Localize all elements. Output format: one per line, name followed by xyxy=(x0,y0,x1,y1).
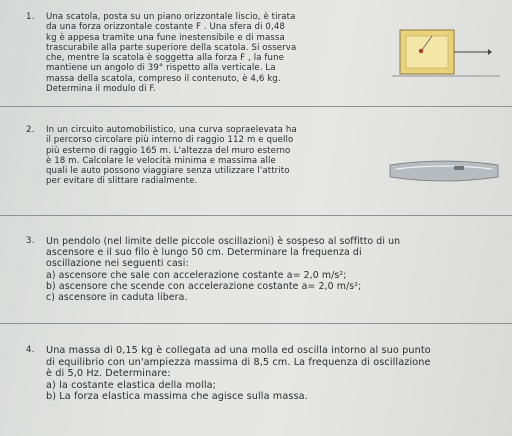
problem-text-line: più esterno di raggio 165 m. L'altezza del muro esterno xyxy=(46,145,291,156)
problem-3 xyxy=(26,236,401,304)
problem-text-line: kg è appesa tramite una fune inestensibile e di massa xyxy=(46,32,285,43)
problem-4 xyxy=(26,345,431,403)
divider xyxy=(0,215,512,216)
problem-text-line: In un circuito automobilistico, una curva sopraelevata ha xyxy=(46,125,297,135)
box-pendulum-figure xyxy=(392,24,500,84)
problem-text-line: b) ascensore che scende con accelerazione costante a= 2,0 m/s²; xyxy=(46,280,362,292)
problem-text-line: Una scatola, posta su un piano orizzontale liscio, è tirata xyxy=(46,12,296,22)
problem-text-line: è di 5,0 Hz. Determinare: xyxy=(46,368,171,380)
problem-text-line: è 18 m. Calcolare le velocità minima e massima alle xyxy=(46,155,276,166)
problem-text-line: massa della scatola, compreso il contenuto, è 4,6 kg. xyxy=(46,73,281,84)
problem-text-line: b) La forza elastica massima che agisce sulla massa. xyxy=(46,391,308,403)
problem-text-line: per evitare di slittare radialmente. xyxy=(46,176,198,187)
problem-text-line: ascensore e il suo filo è lungo 50 cm. Determinare la frequenza di xyxy=(46,247,362,259)
problem-number: 4. xyxy=(26,345,35,355)
problem-text-line: Un pendolo (nel limite delle piccole oscillazioni) è sospeso al soffitto di un xyxy=(46,236,401,247)
problem-text-line: trascurabile alla parte superiore della scatola. Si osserva xyxy=(46,42,297,53)
problem-number: 1. xyxy=(26,12,35,22)
problem-text-line: a) ascensore che sale con accelerazione costante a= 2,0 m/s²; xyxy=(46,269,347,281)
divider xyxy=(0,106,512,107)
problem-text-line: a) la costante elastica della molla; xyxy=(46,379,217,391)
problem-text-line: Una massa di 0,15 kg è collegata ad una molla ed oscilla intorno al suo punto xyxy=(46,345,431,356)
problem-number: 2. xyxy=(26,125,35,135)
problem-text-line: oscillazione nei seguenti casi: xyxy=(46,258,189,270)
problem-1 xyxy=(26,12,297,95)
banked-curve-figure xyxy=(388,155,500,187)
problem-text-line: mantiene un angolo di 39° rispetto alla verticale. La xyxy=(46,63,276,74)
problem-text-line: il percorso circolare più interno di raggio 112 m e quello xyxy=(46,135,294,146)
problem-text-line: c) ascensore in caduta libera. xyxy=(46,292,188,304)
problem-number: 3. xyxy=(26,236,35,246)
problem-text-line: che, mentre la scatola è soggetta alla forza F , la fune xyxy=(46,53,285,64)
problem-text-line: di equilibrio con un'ampiezza massima di 8,5 cm. La frequenza di oscillazione xyxy=(46,356,431,368)
problem-text-line: Determina il modulo di F. xyxy=(46,84,156,95)
problem-text-line: da una forza orizzontale costante F . Una sfera di 0,48 xyxy=(46,22,285,33)
problem-text-line: quali le auto possono viaggiare senza utilizzare l'attrito xyxy=(46,166,290,177)
divider xyxy=(0,323,512,324)
problem-2 xyxy=(26,125,297,187)
